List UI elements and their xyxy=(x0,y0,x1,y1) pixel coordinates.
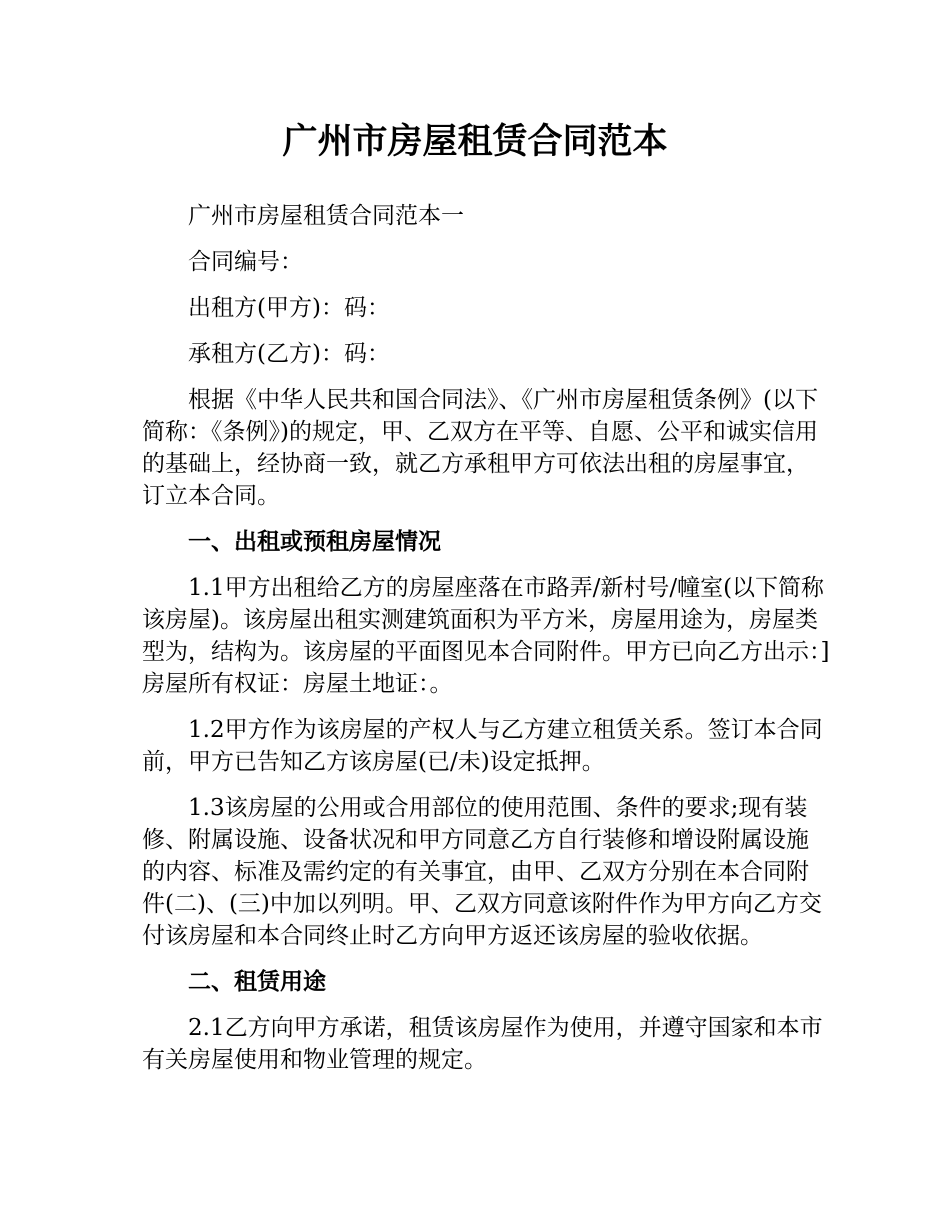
clause-1-1: 1.1甲方出租给乙方的房屋座落在市路弄/新村号/幢室(以下简称该房屋)。该房屋出租实测建筑面积为平方米，房屋用途为，房屋类型为，结构为。该房屋的平面图见本合同附件。甲方已向乙方出示：]房屋所有权证：房屋土地证：。 xyxy=(142,575,830,697)
preamble-paragraph: 根据《中华人民共和国合同法》、《广州市房屋租赁条例》(以下简称：《条例》)的规定，甲、乙双方在平等、自愿、公平和诚实信用的基础上，经协商一致，就乙方承租甲方可依法出租的房屋事宜，订立本合同。 xyxy=(142,387,818,509)
section-heading-2: 二、租赁用途 xyxy=(188,969,326,995)
document-title: 广州市房屋租赁合同范本 xyxy=(282,122,668,162)
clause-1-2: 1.2甲方作为该房屋的产权人与乙方建立租赁关系。签订本合同前，甲方已告知乙方该房屋(已/未)设定抵押。 xyxy=(142,717,823,775)
clause-1-3: 1.3该房屋的公用或合用部位的使用范围、条件的要求;现有装修、附属设施、设备状况和甲方同意乙方自行装修和增设附属设施的内容、标准及需约定的有关事宜，由甲、乙双方分别在本合同附件(二)、(三)中加以列明。甲、乙双方同意该附件作为甲方向乙方交付该房屋和本合同终止时乙方向甲方返还该房屋的验收依据。 xyxy=(142,795,822,949)
subtitle-paragraph: 广州市房屋租赁合同范本一 xyxy=(188,203,464,229)
document-body xyxy=(142,200,830,1090)
lessee-line: 承租方(乙方)：码： xyxy=(188,341,390,367)
section-heading-1: 一、出租或预租房屋情况 xyxy=(188,529,441,555)
lessor-line: 出租方(甲方)：码： xyxy=(188,295,390,321)
clause-2-1: 2.1乙方向甲方承诺，租赁该房屋作为使用，并遵守国家和本市有关房屋使用和物业管理的规定。 xyxy=(142,1015,823,1073)
contract-number-line: 合同编号： xyxy=(188,249,303,275)
